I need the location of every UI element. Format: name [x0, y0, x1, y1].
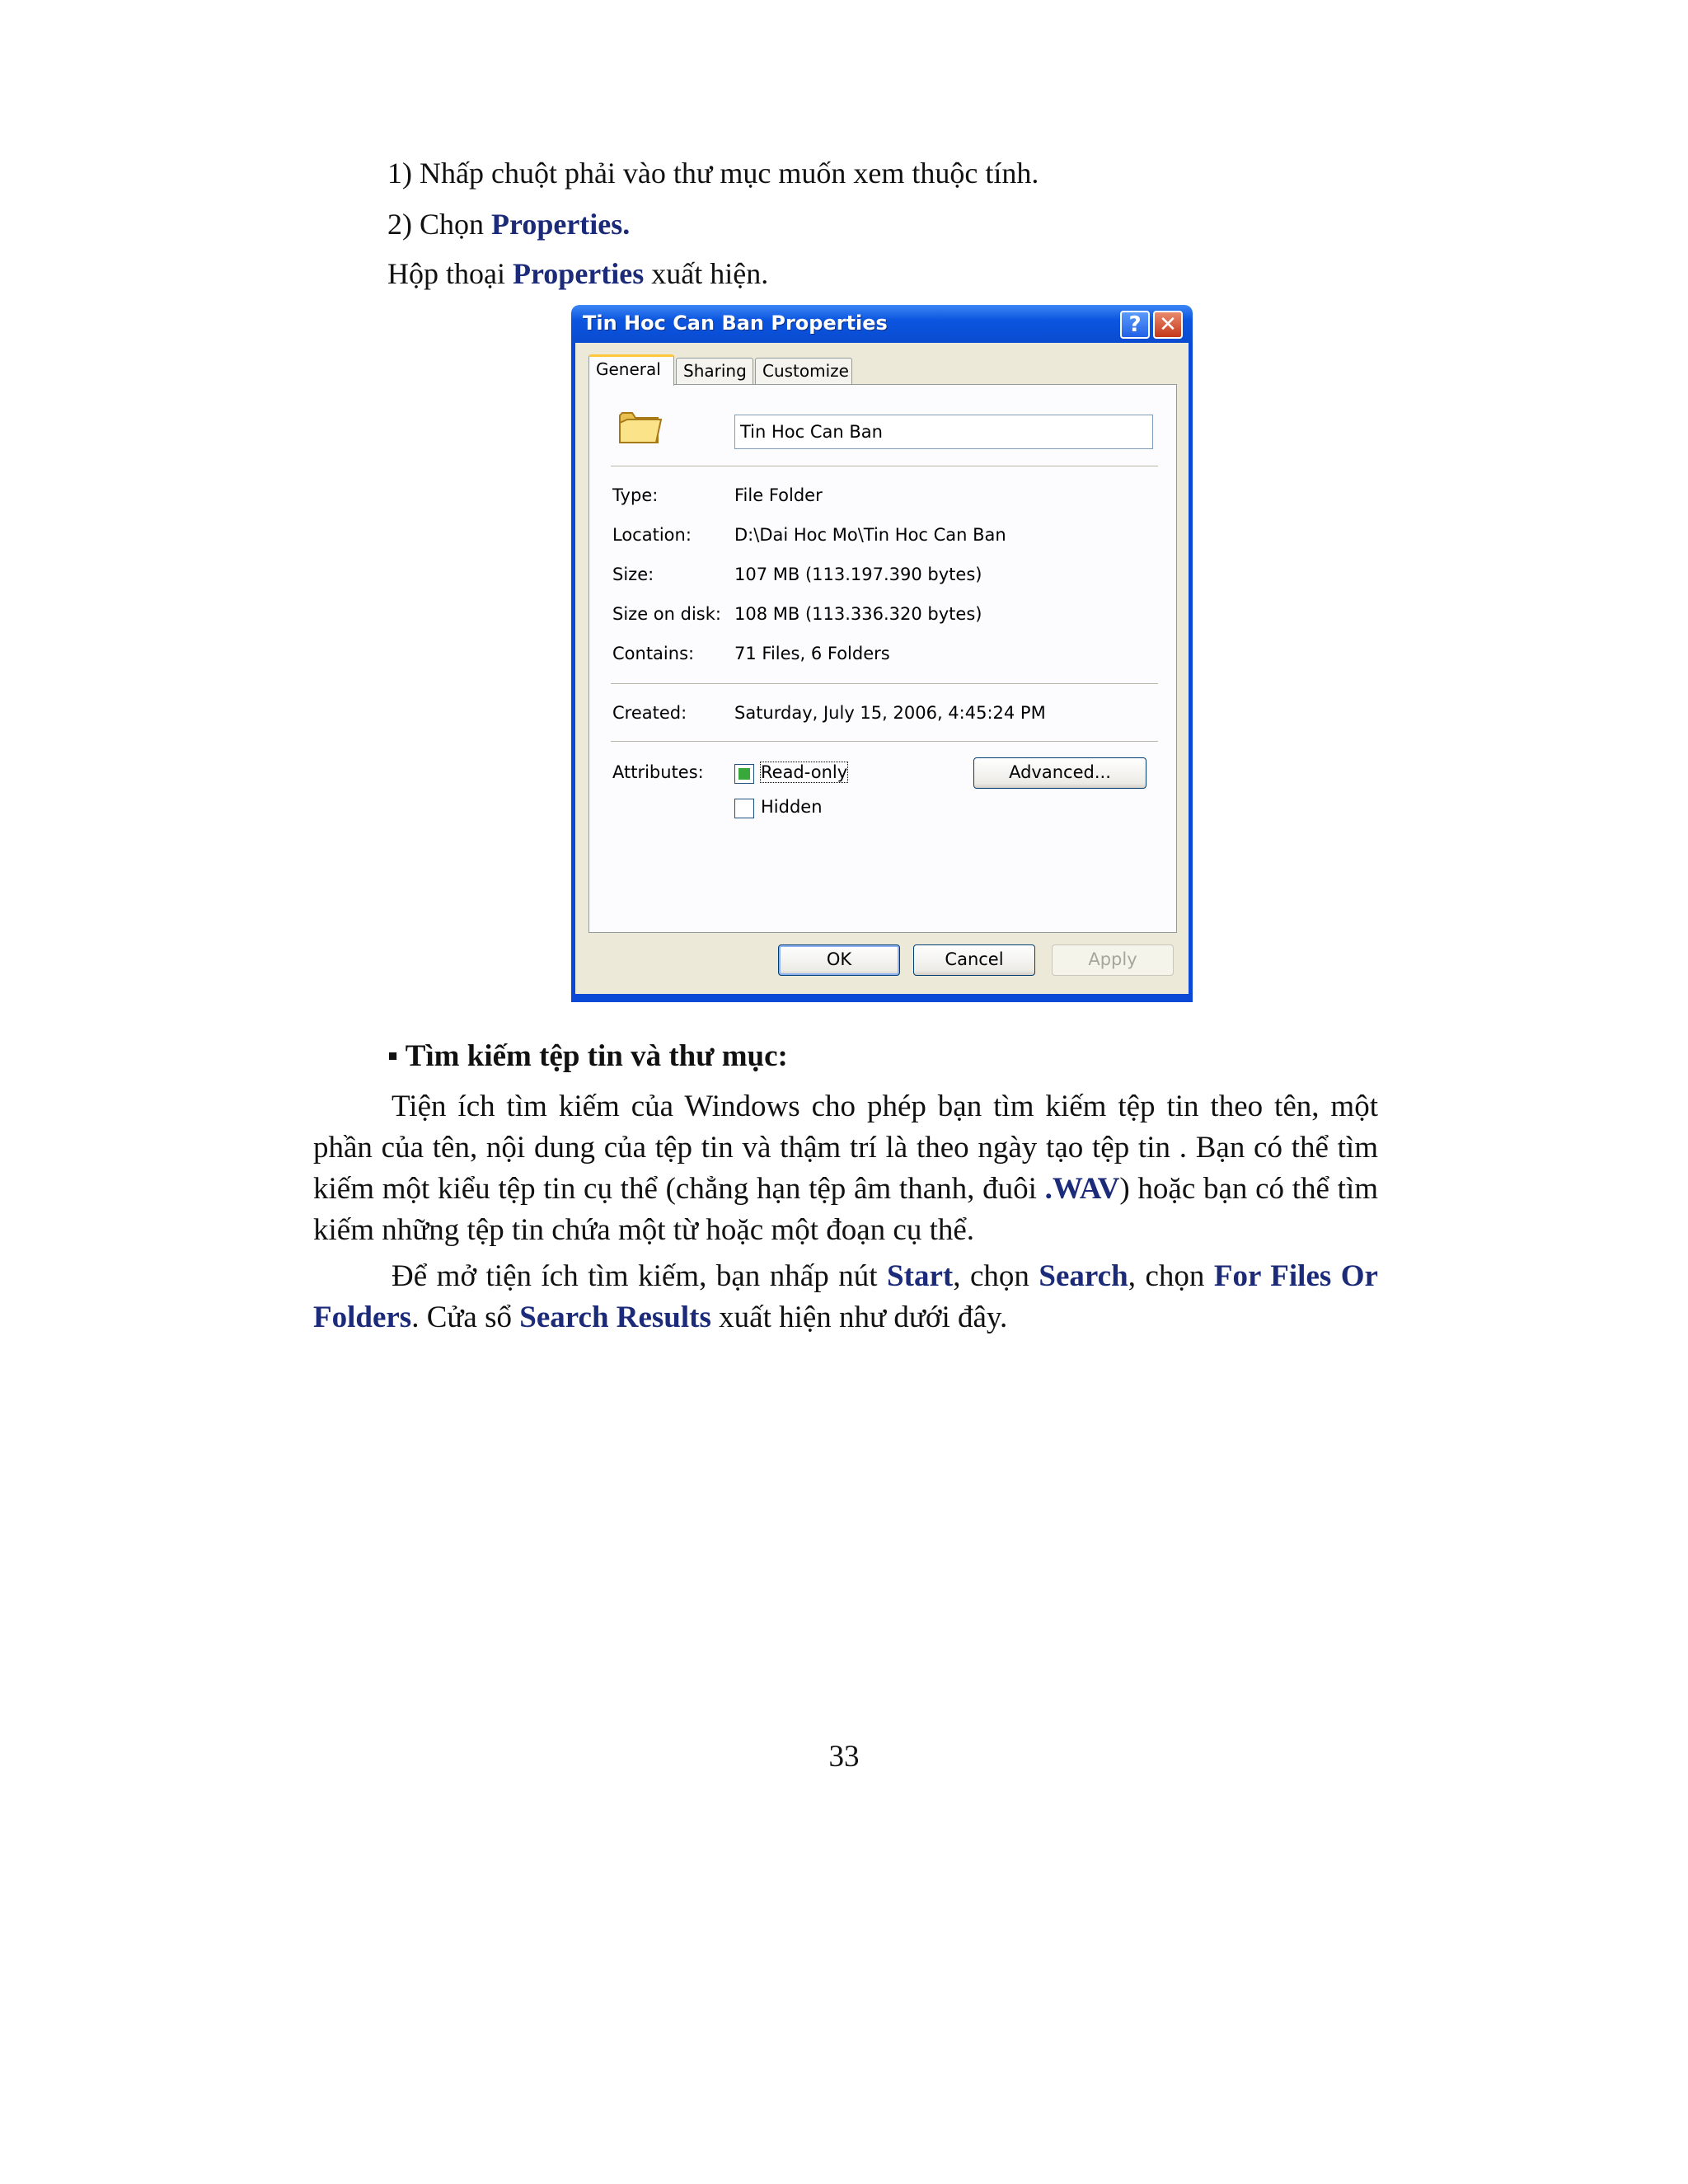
- type-label: Type:: [612, 485, 659, 505]
- dialog-client: [575, 343, 1189, 994]
- hidden-checkbox[interactable]: [734, 799, 754, 818]
- close-button[interactable]: [1153, 311, 1183, 339]
- dialog-title: Tin Hoc Can Ban Properties: [583, 312, 888, 335]
- separator: [611, 683, 1158, 685]
- help-icon: ?: [1128, 312, 1142, 337]
- step-3-text: Hộp thoại: [387, 257, 513, 290]
- created-label: Created:: [612, 703, 687, 723]
- size-value: 107 MB (113.197.390 bytes): [734, 565, 982, 584]
- search-keyword: Search: [1039, 1259, 1128, 1293]
- apply-button[interactable]: Apply: [1052, 944, 1174, 976]
- for-files-or-folders-keyword: For Files Or Folders: [313, 1259, 1378, 1334]
- advanced-button[interactable]: Advanced...: [973, 757, 1146, 789]
- ok-button[interactable]: OK: [778, 944, 900, 976]
- tab-customize[interactable]: Customize: [755, 358, 852, 384]
- separator: [611, 466, 1158, 467]
- dialog-title-bar: [571, 305, 1193, 343]
- bullet-icon: ▪: [387, 1039, 399, 1073]
- folder-name-input[interactable]: [734, 415, 1153, 449]
- paragraph-1-text: Tiện ích tìm kiếm của Windows cho phép bạn tìm kiếm tệp tin theo tên, một phần của tên, nội dung của tệp tin và thậm trí là theo ngày tạo tệp tin . Bạn có thể tìm kiếm một kiểu tệp tin cụ thể (chẳng hạn tệp âm thanh, đuôi: [313, 1090, 1378, 1206]
- paragraph-2-text-e: xuất hiện như dưới đây.: [710, 1301, 1008, 1334]
- paragraph-1: [313, 1086, 1378, 1251]
- type-value: File Folder: [734, 485, 823, 505]
- contains-label: Contains:: [612, 644, 695, 663]
- search-results-keyword: Search Results: [519, 1301, 711, 1334]
- help-button[interactable]: [1120, 311, 1150, 339]
- size-on-disk-label: Size on disk:: [612, 604, 721, 624]
- step-2-keyword: Properties.: [491, 208, 631, 241]
- location-label: Location:: [612, 525, 692, 545]
- readonly-checkbox[interactable]: [734, 764, 754, 784]
- properties-dialog: [571, 305, 1193, 1002]
- size-on-disk-value: 108 MB (113.336.320 bytes): [734, 604, 982, 624]
- section-heading-text: Tìm kiếm tệp tin và thư mục:: [405, 1039, 788, 1073]
- contains-value: 71 Files, 6 Folders: [734, 644, 890, 663]
- created-value: Saturday, July 15, 2006, 4:45:24 PM: [734, 703, 1046, 723]
- page-number: 33: [828, 1740, 860, 1774]
- readonly-label[interactable]: Read-only: [761, 762, 848, 782]
- paragraph-2-text-c: , chọn: [1128, 1259, 1214, 1293]
- separator: [611, 741, 1158, 743]
- step-3-suffix: xuất hiện.: [644, 257, 769, 290]
- cancel-button[interactable]: Cancel: [913, 944, 1035, 976]
- step-1: 1) Nhấp chuột phải vào thư mục muốn xem thuộc tính.: [387, 157, 1039, 190]
- paragraph-2: [313, 1256, 1378, 1338]
- start-keyword: Start: [887, 1259, 954, 1293]
- hidden-label[interactable]: Hidden: [761, 797, 823, 817]
- tab-general[interactable]: General: [588, 354, 674, 386]
- location-value: D:\Dai Hoc Mo\Tin Hoc Can Ban: [734, 525, 1006, 545]
- size-label: Size:: [612, 565, 654, 584]
- attributes-label: Attributes:: [612, 762, 704, 782]
- step-3: [387, 254, 768, 293]
- paragraph-2-text-d: . Cửa sổ: [411, 1301, 520, 1334]
- close-icon: ✕: [1159, 312, 1177, 337]
- step-3-keyword: Properties: [512, 257, 645, 290]
- paragraph-2-text-b: , chọn: [953, 1259, 1039, 1293]
- general-panel: [588, 384, 1177, 933]
- folder-icon: [617, 408, 662, 446]
- paragraph-1-end: ) hoặc bạn có thể tìm kiếm những tệp tin chứa một từ hoặc một đoạn cụ thể.: [313, 1172, 1379, 1247]
- tab-sharing[interactable]: Sharing: [676, 358, 753, 384]
- step-2-text: 2) Chọn: [387, 208, 491, 241]
- wav-keyword: .WAV: [1044, 1172, 1120, 1206]
- paragraph-2-text-a: Để mở tiện ích tìm kiếm, bạn nhấp nút: [392, 1259, 888, 1293]
- section-heading: [387, 1037, 788, 1076]
- step-2: [387, 204, 630, 244]
